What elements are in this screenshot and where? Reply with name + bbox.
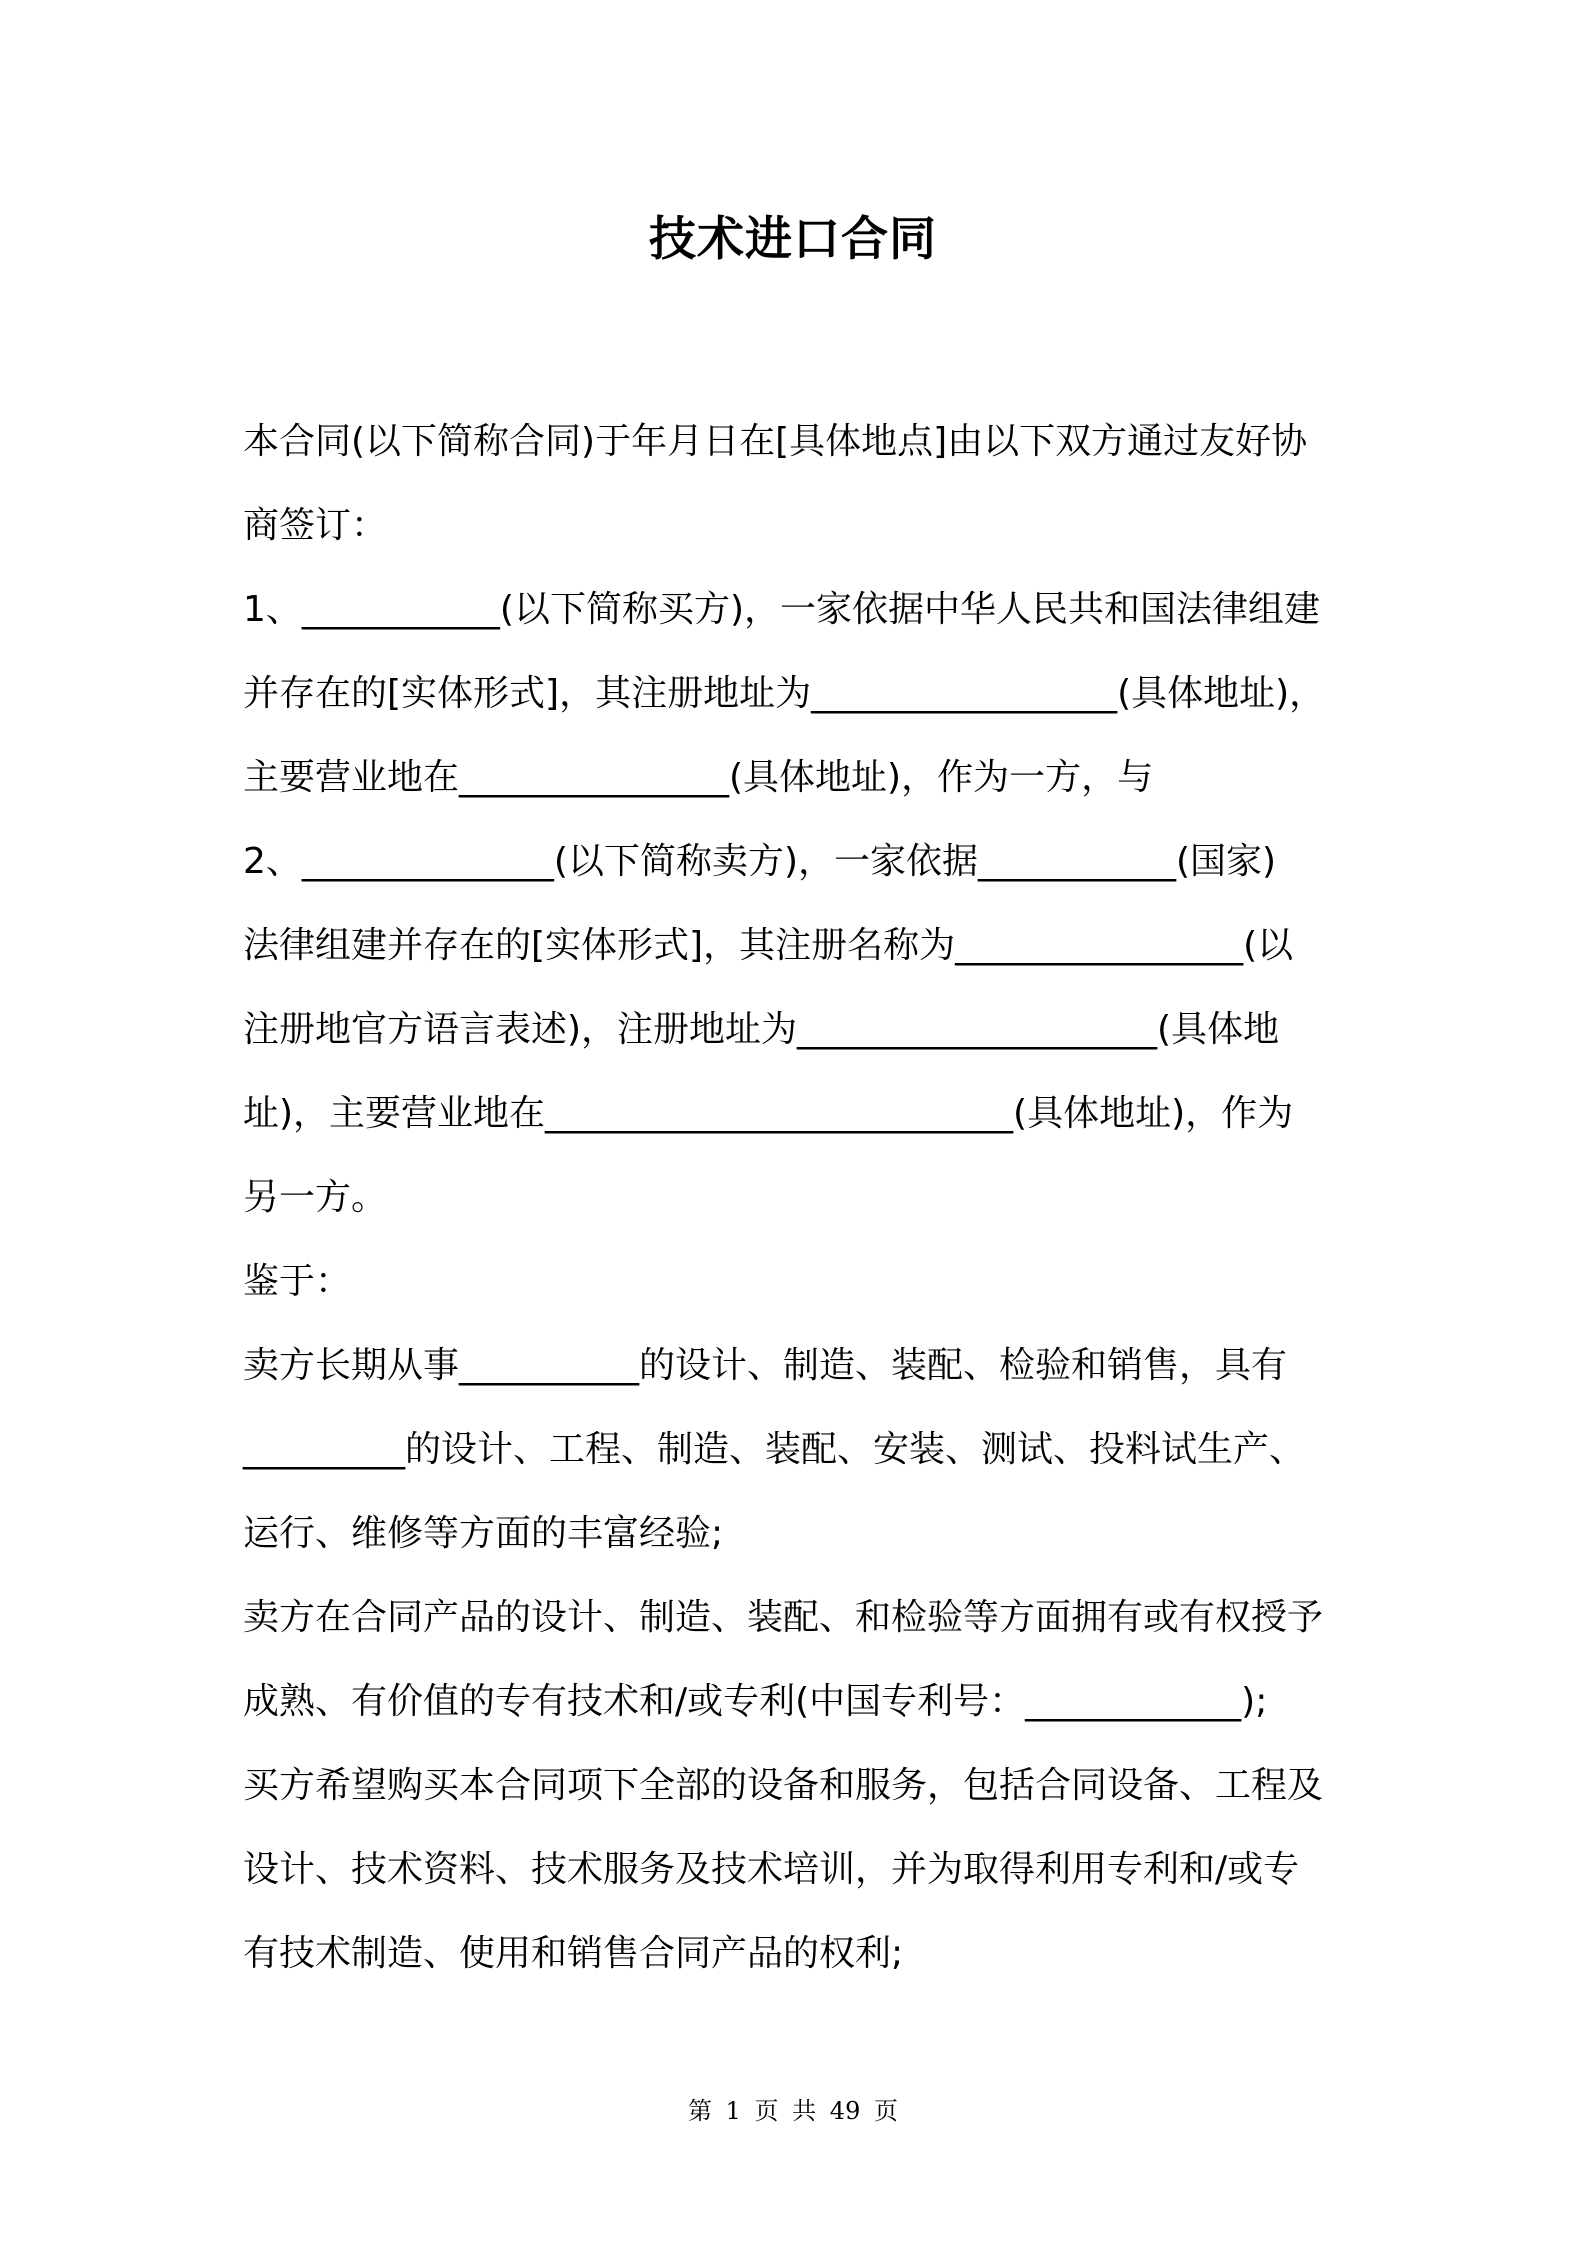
body-line-18: 设计、技术资料、技术服务及技术培训，并为取得利用专利和/或专	[243, 1849, 1300, 1890]
page-number-footer: 第 1 页 共 49 页	[688, 2097, 898, 2125]
body-line-14: 运行、维修等方面的丰富经验;	[243, 1513, 724, 1554]
body-line-17: 买方希望购买本合同项下全部的设备和服务，包括合同设备、工程及	[243, 1765, 1324, 1806]
body-line-1: 本合同(以下简称合同)于年月日在[具体地点]由以下双方通过友好协	[243, 421, 1308, 462]
body-line-15: 卖方在合同产品的设计、制造、装配、和检验等方面拥有或有权授予	[243, 1597, 1324, 1638]
body-line-6: 2、______________(以下简称卖方)，一家依据___________(国家)	[243, 841, 1277, 882]
body-line-11: 鉴于：	[243, 1261, 352, 1302]
body-line-16: 成熟、有价值的专有技术和/或专利(中国专利号：____________);	[243, 1681, 1268, 1722]
body-line-5: 主要营业地在_______________(具体地址)，作为一方，与	[243, 757, 1154, 798]
body-line-8: 注册地官方语言表述)，注册地址为____________________(具体地	[243, 1009, 1280, 1050]
body-line-4: 并存在的[实体形式]，其注册地址为_________________(具体地址)，	[243, 673, 1326, 714]
body-line-2: 商签订：	[243, 505, 388, 546]
body-line-13: _________的设计、工程、制造、装配、安装、测试、投料试生产、	[243, 1429, 1306, 1470]
body-line-9: 址)，主要营业地在__________________________(具体地址)，作为	[243, 1093, 1294, 1134]
document-body	[243, 400, 1363, 1996]
body-line-19: 有技术制造、使用和销售合同产品的权利;	[243, 1933, 904, 1974]
body-line-3: 1、___________(以下简称买方)，一家依据中华人民共和国法律组建	[243, 589, 1320, 630]
body-line-10: 另一方。	[243, 1177, 388, 1218]
body-line-7: 法律组建并存在的[实体形式]，其注册名称为________________(以	[243, 925, 1294, 966]
body-line-12: 卖方长期从事__________的设计、制造、装配、检验和销售，具有	[243, 1345, 1288, 1386]
document-title: 技术进口合同	[649, 212, 937, 267]
